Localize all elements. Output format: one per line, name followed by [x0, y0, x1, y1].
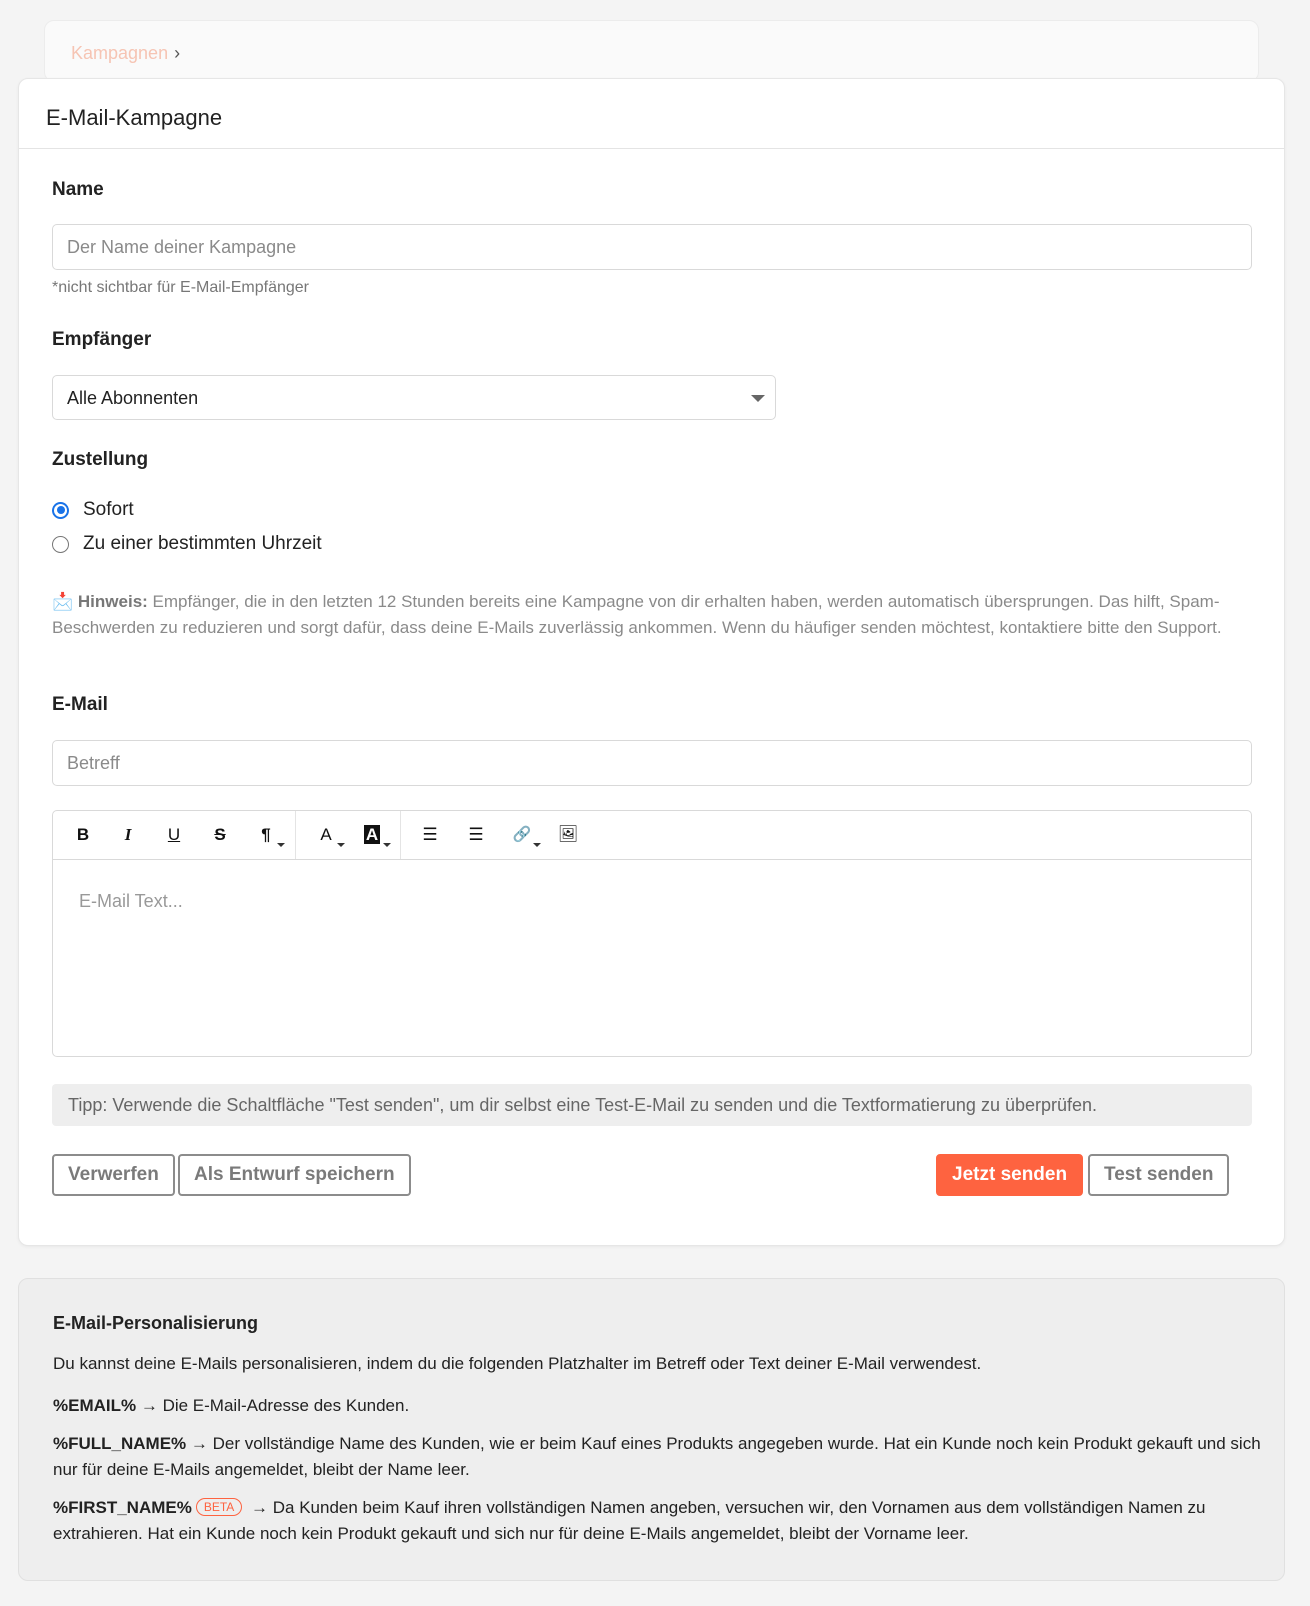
recipients-selected-value: Alle Abonnenten	[67, 388, 199, 408]
strikethrough-icon[interactable]: S	[214, 825, 226, 844]
name-label: Name	[52, 179, 104, 200]
radio-scheduled[interactable]	[52, 536, 69, 553]
underline-icon[interactable]: U	[167, 825, 181, 844]
notice-text	[52, 589, 1262, 641]
beta-badge: BETA	[196, 1498, 242, 1516]
envelope-icon: 📩	[52, 592, 74, 611]
arrow-icon: →	[186, 1434, 213, 1453]
save-draft-button[interactable]: Als Entwurf speichern	[178, 1154, 411, 1196]
background-color-caret-icon	[383, 843, 391, 847]
name-hint: *nicht sichtbar für E-Mail-Empfänger	[52, 279, 309, 296]
bullet-list-icon[interactable]: ☰	[422, 825, 438, 844]
discard-button[interactable]: Verwerfen	[52, 1154, 175, 1196]
background-color-glyph: A	[365, 825, 379, 844]
font-color-glyph: A	[320, 825, 332, 844]
breadcrumb-link-campaigns[interactable]: Kampagnen	[71, 43, 169, 63]
paragraph-caret-icon	[277, 843, 285, 847]
link-glyph: 🔗	[512, 826, 532, 843]
link-caret-icon	[533, 843, 541, 847]
font-color-icon[interactable]	[311, 823, 341, 847]
placeholder-first-name	[53, 1495, 1263, 1547]
breadcrumb-separator: ›	[174, 43, 181, 63]
delivery-label: Zustellung	[52, 449, 149, 470]
chevron-down-icon	[751, 395, 765, 402]
personalization-intro: Du kannst deine E-Mails personalisieren, indem du die folgenden Platzhalter im Betreff oder Text deiner E-Mail verwendest.	[53, 1354, 982, 1373]
delivery-option-scheduled[interactable]	[52, 533, 322, 555]
image-icon[interactable]: 🖼	[557, 826, 579, 843]
personalization-title: E-Mail-Personalisierung	[53, 1313, 259, 1333]
recipients-label: Empfänger	[52, 329, 152, 350]
notice-body: Empfänger, die in den letzten 12 Stunden bereits eine Kampagne von dir erhalten haben, werden automatisch übersprungen. Das hilft, Spam-Beschwerden zu reduzieren und sorgt dafür, dass deine E-Mails zuverlässig ankommen. Wenn du häufiger senden möchtest, kontaktiere bitte den Support.	[52, 592, 1222, 637]
numbered-list-icon[interactable]: ☰	[468, 825, 484, 844]
send-test-button[interactable]: Test senden	[1088, 1154, 1229, 1196]
recipients-select[interactable]	[52, 375, 776, 420]
radio-immediate-label: Sofort	[83, 499, 134, 520]
token-full-name-description: Der vollständige Name des Kunden, wie er beim Kauf eines Produkts angegeben wurde. Hat ein Kunde noch kein Produkt gekauft und sich nur für deine E-Mails angemeldet, bleibt der Name leer.	[53, 1434, 1261, 1479]
bold-icon[interactable]: B	[76, 825, 90, 844]
card-title: E-Mail-Kampagne	[19, 79, 1284, 149]
tip-box: Tipp: Verwende die Schaltfläche "Test senden", um dir selbst eine Test-E-Mail zu senden und die Textformatierung zu überprüfen.	[52, 1084, 1252, 1126]
token-email-description: Die E-Mail-Adresse des Kunden.	[162, 1396, 410, 1415]
background-color-icon[interactable]	[357, 823, 387, 847]
campaign-name-input[interactable]	[52, 224, 1252, 270]
italic-icon[interactable]: I	[124, 825, 132, 844]
email-editor[interactable]	[52, 810, 1252, 1057]
editor-toolbar	[53, 811, 1251, 860]
breadcrumb	[44, 20, 1259, 82]
personalization-card	[18, 1278, 1285, 1581]
arrow-icon: →	[246, 1498, 273, 1517]
email-body-placeholder[interactable]: E-Mail Text...	[79, 891, 183, 911]
toolbar-divider	[295, 811, 296, 859]
campaign-card	[18, 78, 1285, 1246]
subject-input[interactable]	[52, 740, 1252, 786]
placeholder-email	[53, 1393, 1263, 1419]
radio-immediate[interactable]	[52, 502, 69, 519]
font-color-caret-icon	[337, 843, 345, 847]
toolbar-divider	[400, 811, 401, 859]
token-first-name-description: Da Kunden beim Kauf ihren vollständigen Namen angeben, versuchen wir, den Vornamen aus dem vollständigen Namen zu extrahieren. Hat ein Kunde noch kein Produkt gekauft und sich nur für deine E-Mails angemeldet, bleibt der Vorname leer.	[53, 1498, 1206, 1543]
token-first-name: %FIRST_NAME%	[53, 1498, 192, 1517]
arrow-icon: →	[136, 1396, 163, 1415]
radio-scheduled-label: Zu einer bestimmten Uhrzeit	[83, 533, 322, 554]
token-full-name: %FULL_NAME%	[53, 1434, 187, 1453]
placeholder-full-name	[53, 1431, 1263, 1483]
delivery-option-immediate[interactable]	[52, 499, 134, 521]
send-now-button[interactable]: Jetzt senden	[936, 1154, 1083, 1196]
email-label: E-Mail	[52, 694, 108, 715]
link-icon[interactable]	[507, 823, 537, 847]
paragraph-glyph: ¶	[261, 825, 271, 844]
paragraph-icon[interactable]	[251, 823, 281, 847]
notice-title: Hinweis:	[77, 592, 148, 611]
token-email: %EMAIL%	[53, 1396, 137, 1415]
